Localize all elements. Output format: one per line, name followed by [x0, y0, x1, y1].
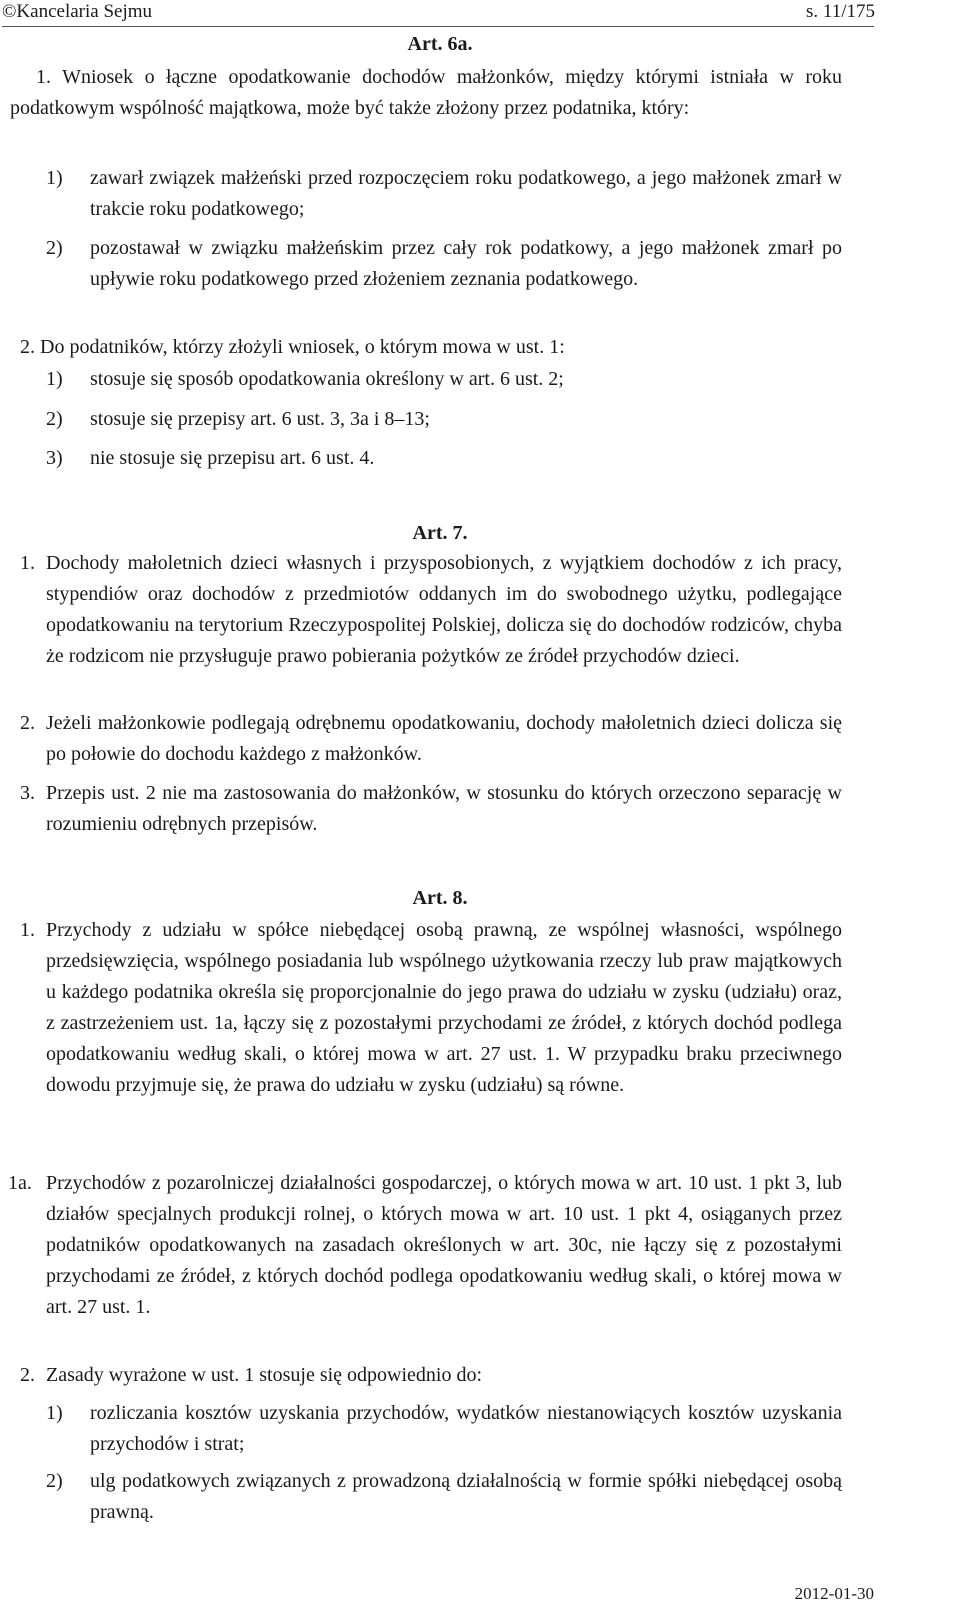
art8-ust2-point-1	[46, 1398, 842, 1460]
art8-ust1a-num: 1a.	[8, 1172, 32, 1194]
art7-ust1-text: Dochody małoletnich dzieci własnych i przysposobionych, z wyjątkiem dochodów z ich pracy, stypendiów oraz dochodów z przedmiotów oddanych im do swobodnego użytku, podlegające opodatkowaniu na terytorium Rzeczypospolitej Polskiej, dolicza się do dochodów rodziców, chyba że rodzicom nie przysługuje prawo pobierania pożytków ze źródeł przychodów dzieci.	[46, 552, 842, 667]
art6a-ust2-text: Do podatników, którzy złożyli wniosek, o którym mowa w ust. 1:	[40, 336, 565, 358]
art7-ust3-text: Przepis ust. 2 nie ma zastosowania do małżonków, w stosunku do których orzeczono separację w rozumieniu odrębnych przepisów.	[46, 782, 842, 835]
header-page-number: s. 11/175	[806, 1, 875, 22]
art6a-ust1-text: Wniosek o łączne opodatkowanie dochodów małżonków, między którymi istniała w roku podatkowym wspólność majątkowa, może być także złożony przez podatnika, który:	[10, 66, 842, 119]
point-text: stosuje się sposób opodatkowania określony w art. 6 ust. 2;	[90, 368, 564, 390]
point-text: stosuje się przepisy art. 6 ust. 3, 3a i 8–13;	[90, 408, 430, 430]
art8-ust2-num: 2.	[20, 1364, 35, 1386]
point-text: pozostawał w związku małżeńskim przez cały rok podatkowy, a jego małżonek zmarł po upływie roku podatkowego przed złożeniem zeznania podatkowego.	[90, 237, 842, 290]
art7-ust2-text: Jeżeli małżonkowie podlegają odrębnemu opodatkowaniu, dochody małoletnich dzieci dolicza się po połowie do dochodu każdego z małżonków.	[46, 712, 842, 765]
point-label: 2)	[46, 1470, 63, 1492]
art8-ust1	[20, 915, 842, 1101]
article-title-8: Art. 8.	[412, 887, 468, 909]
art6a-ust2-num: 2.	[20, 336, 35, 358]
point-label: 1)	[46, 167, 63, 189]
art6a-ust2-point-2	[46, 404, 842, 435]
art6a-ust1-point-1	[46, 163, 842, 225]
art7-ust2	[20, 708, 842, 770]
art8-ust2	[20, 1360, 842, 1391]
footer-date: 2012-01-30	[794, 1584, 874, 1603]
art7-ust2-num: 2.	[20, 712, 35, 734]
art8-ust2-point-2	[46, 1466, 842, 1528]
art8-ust1a	[8, 1168, 842, 1323]
art6a-ust2-point-3	[46, 443, 842, 474]
point-label: 3)	[46, 447, 63, 469]
header-divider	[2, 26, 874, 27]
art7-ust1-num: 1.	[20, 552, 35, 574]
art6a-ust1-point-2	[46, 233, 842, 295]
art6a-ust1-num: 1.	[36, 66, 51, 88]
art8-ust2-text: Zasady wyrażone w ust. 1 stosuje się odpowiednio do:	[46, 1364, 483, 1386]
art7-ust1	[20, 548, 842, 672]
art6a-ust2	[10, 332, 842, 363]
art7-ust3	[20, 778, 842, 840]
point-label: 1)	[46, 368, 63, 390]
article-title-7: Art. 7.	[412, 522, 468, 544]
header-copyright: ©Kancelaria Sejmu	[2, 1, 153, 22]
art8-ust1a-text: Przychodów z pozarolniczej działalności gospodarczej, o których mowa w art. 10 ust. 1 pkt 3, lub działów specjalnych produkcji rolnej, o których mowa w art. 10 ust. 1 pkt 4, osiąganych przez podatników opodatkowanych na zasadach określonych w art. 30c, nie łączy się z pozostałymi przychodami ze źródeł, z których dochód podlega opodatkowaniu według skali, o której mowa w art. 27 ust. 1.	[46, 1172, 842, 1318]
point-label: 2)	[46, 237, 63, 259]
art8-ust1-num: 1.	[20, 919, 35, 941]
point-text: nie stosuje się przepisu art. 6 ust. 4.	[90, 447, 375, 469]
art6a-ust2-point-1	[46, 364, 842, 395]
point-label: 1)	[46, 1402, 63, 1424]
art7-ust3-num: 3.	[20, 782, 35, 804]
art8-ust1-text: Przychody z udziału w spółce niebędącej osobą prawną, ze wspólnej własności, wspólnego przedsięwzięcia, wspólnego posiadania lub wspólnego użytkowania rzeczy lub praw majątkowych u każdego podatnika określa się proporcjonalnie do jego prawa do udziału w zysku (udziału) oraz, z zastrzeżeniem ust. 1a, łączy się z pozostałymi przychodami ze źródeł, z których dochód podlega opodatkowaniu według skali, o której mowa w art. 27 ust. 1. W przypadku braku przeciwnego dowodu przyjmuje się, że prawa do udziału w zysku (udziału) są równe.	[46, 919, 842, 1096]
point-text: rozliczania kosztów uzyskania przychodów, wydatków niestanowiących kosztów uzyskania przychodów i strat;	[90, 1402, 842, 1455]
article-title-6a: Art. 6a.	[407, 33, 473, 55]
art6a-ust1	[10, 62, 842, 124]
point-text: ulg podatkowych związanych z prowadzoną działalnością w formie spółki niebędącej osobą prawną.	[90, 1470, 842, 1523]
point-label: 2)	[46, 408, 63, 430]
point-text: zawarł związek małżeński przed rozpoczęciem roku podatkowego, a jego małżonek zmarł w trakcie roku podatkowego;	[90, 167, 842, 220]
